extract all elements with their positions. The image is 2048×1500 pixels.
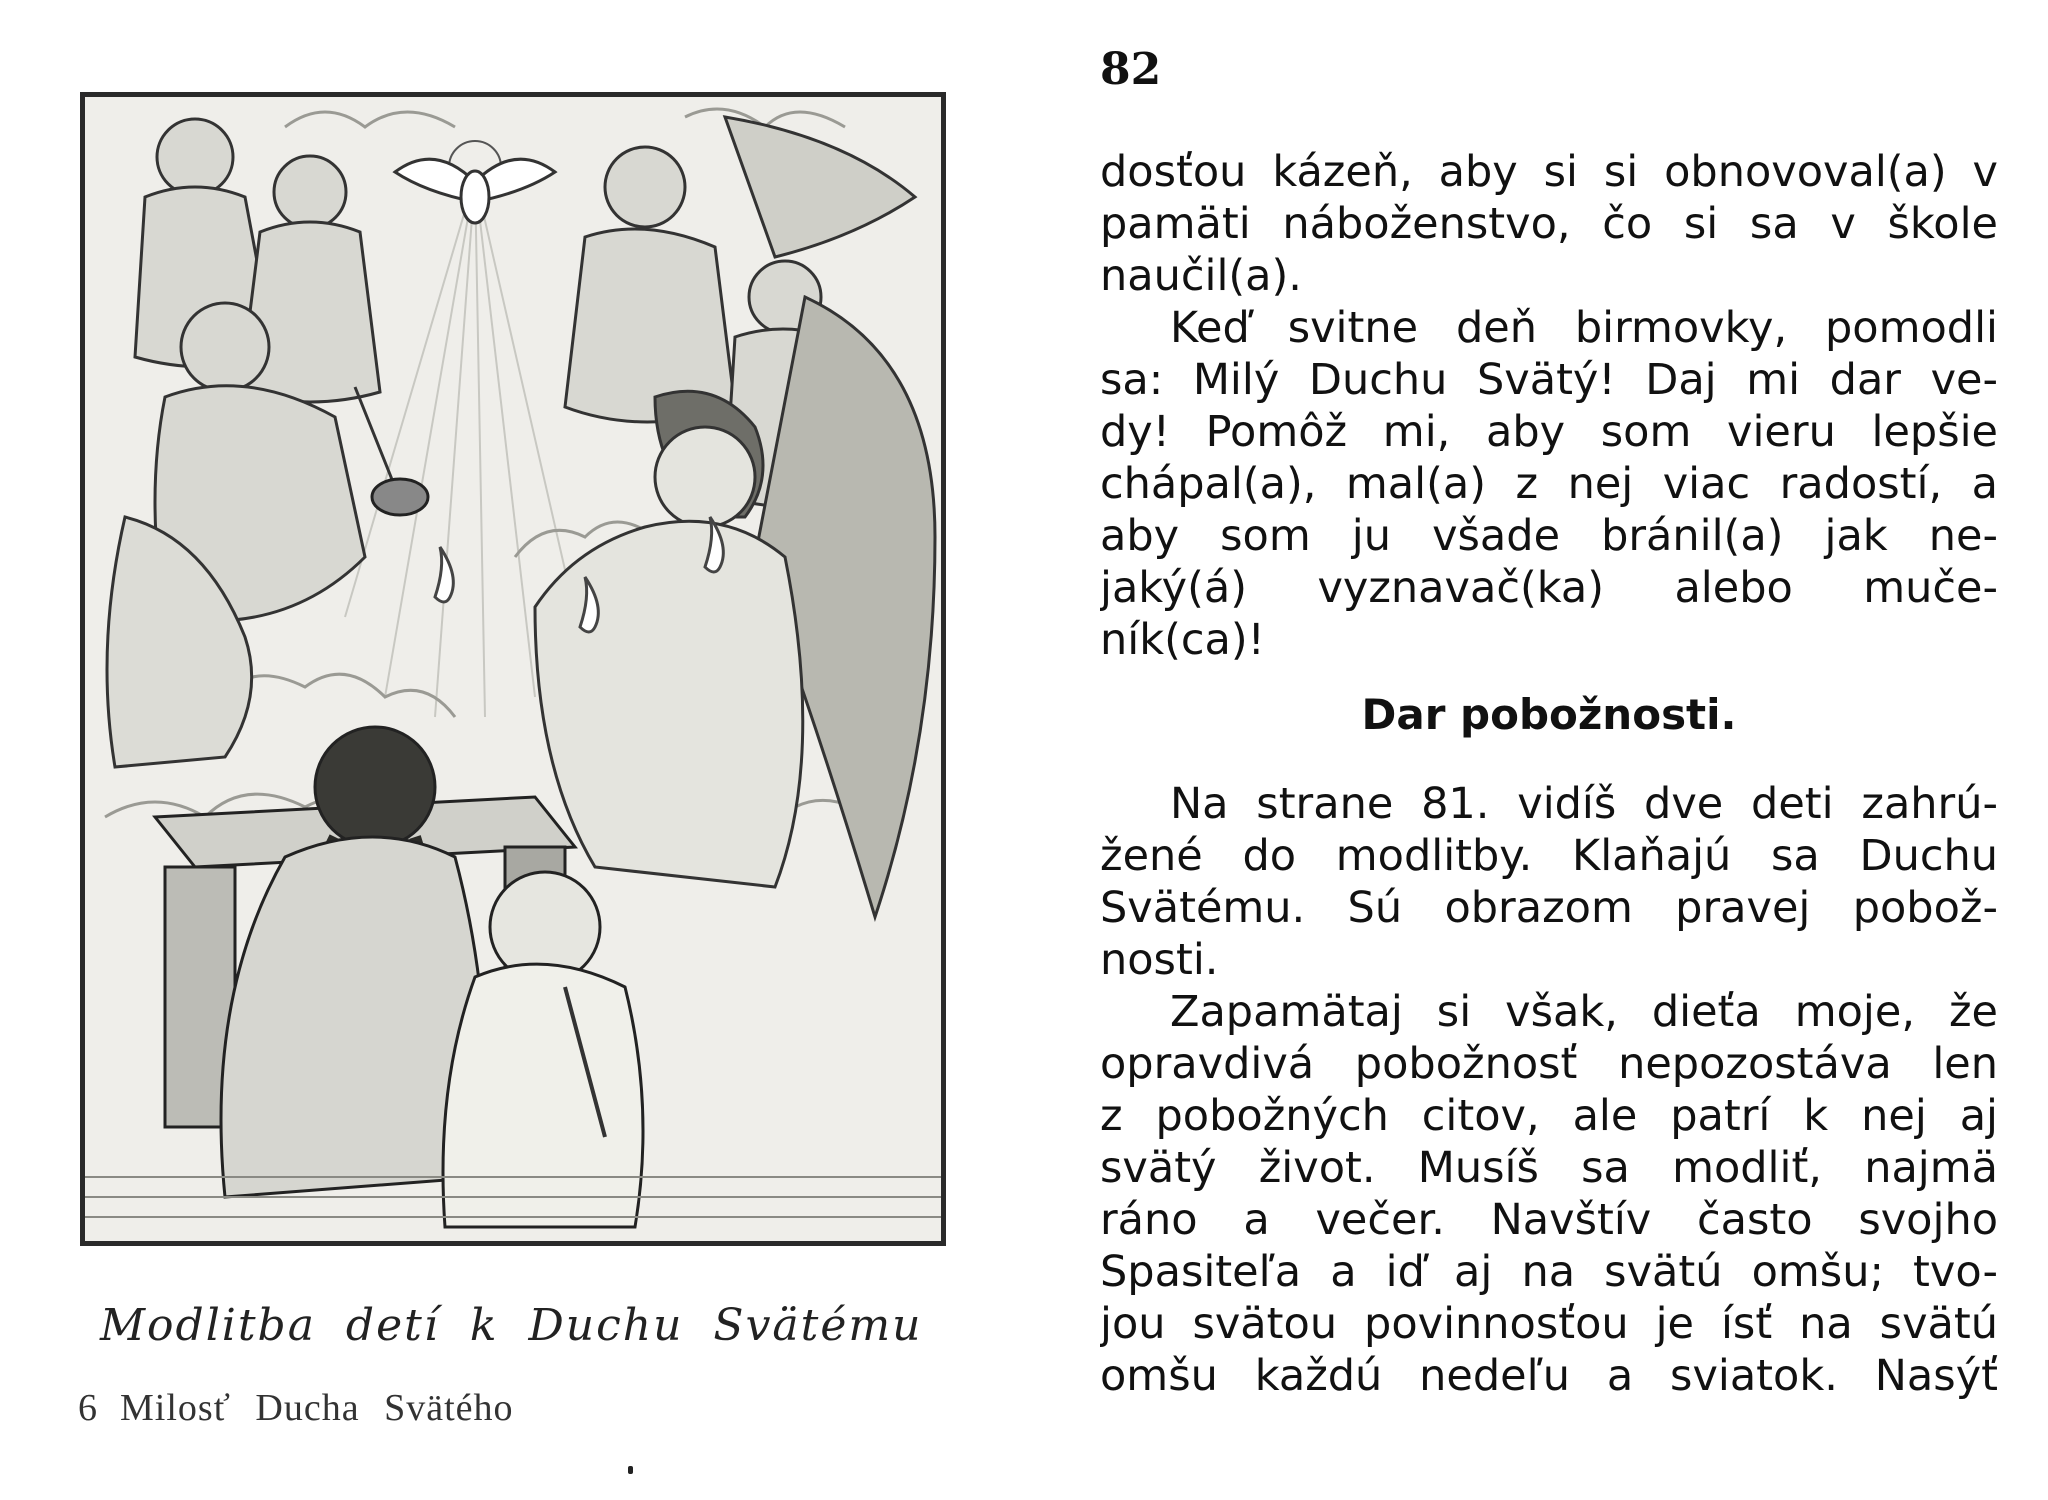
right-page xyxy=(1024,0,2048,1500)
text-line: ník(ca)! xyxy=(1100,615,1265,665)
text-line: aby som ju všade bránil(a) jak ne- xyxy=(1100,511,1998,561)
text-line: svätý život. Musíš sa modliť, najmä xyxy=(1100,1143,1998,1193)
print-speck xyxy=(628,1466,633,1474)
text-line: jaký(á) vyznavač(ka) alebo muče- xyxy=(1100,563,1998,613)
text-line: dy! Pomôž mi, aby som vieru lepšie xyxy=(1100,407,1998,457)
text-line: z pobožných citov, ale patrí k nej aj xyxy=(1100,1091,1998,1141)
text-line: jou svätou povinnosťou je ísť na svätú xyxy=(1100,1299,1998,1349)
text-line: dosťou kázeň, aby si si obnovoval(a) v xyxy=(1100,147,1998,197)
text-line: omšu každú nedeľu a sviatok. Nasýť xyxy=(1100,1351,1998,1401)
printer-signature xyxy=(78,1386,514,1430)
engraving-svg xyxy=(85,97,941,1241)
text-line: žené do modlitby. Klaňajú sa Duchu xyxy=(1100,831,1998,881)
illustration-caption: Modlitba detí k Duchu Svätému xyxy=(100,1300,923,1351)
paragraph-2 xyxy=(1100,302,1998,666)
page-number: 82 xyxy=(1100,44,1162,95)
text-line: chápal(a), mal(a) z nej viac radostí, a xyxy=(1100,459,1998,509)
text-line: pamäti náboženstvo, čo si sa v škole xyxy=(1100,199,1998,249)
paragraph-1 xyxy=(1100,146,1998,302)
text-line: Na strane 81. vidíš dve deti zahrú- xyxy=(1170,779,1998,829)
engraving-illustration xyxy=(80,92,946,1246)
text-line: naučil(a). xyxy=(1100,251,1302,301)
text-line: Spasiteľa a iď aj na svätú omšu; tvo- xyxy=(1100,1247,1998,1297)
signature-text: Milosť Ducha Svätého xyxy=(120,1387,514,1429)
text-line: ráno a večer. Navštív často svojho xyxy=(1100,1195,1998,1245)
text-line: sa: Milý Duchu Svätý! Daj mi dar ve- xyxy=(1100,355,1998,405)
text-line: nosti. xyxy=(1100,935,1219,985)
section-heading: Dar pobožnosti. xyxy=(1361,690,1737,739)
text-line: Zapamätaj si však, dieťa moje, že xyxy=(1170,987,1998,1037)
text-line: Svätému. Sú obrazom pravej pobož- xyxy=(1100,883,1998,933)
signature-number: 6 xyxy=(78,1387,98,1429)
text-line: Keď svitne deň birmovky, pomodli xyxy=(1170,303,1998,353)
paragraph-4 xyxy=(1100,986,1998,1402)
text-line: opravdivá pobožnosť nepozostáva len xyxy=(1100,1039,1998,1089)
paragraph-3 xyxy=(1100,778,1998,986)
